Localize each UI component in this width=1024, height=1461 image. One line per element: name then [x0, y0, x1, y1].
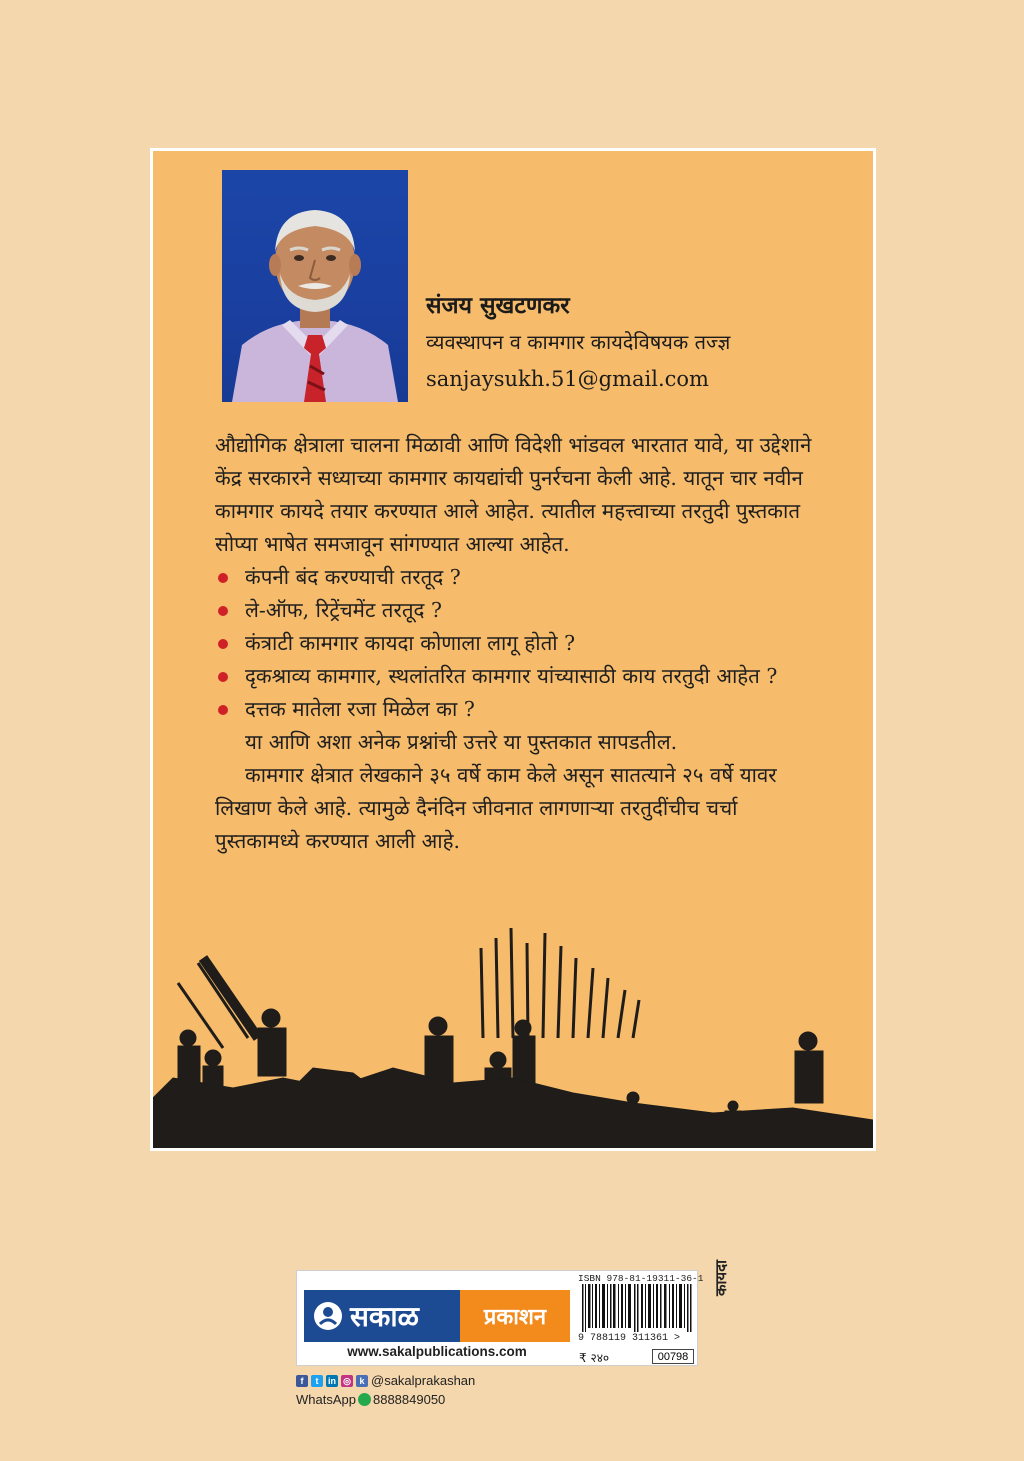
question-item: कंपनी बंद करण्याची तरतूद ? [215, 561, 825, 594]
author-photo [222, 170, 408, 402]
publisher-logo-left: सकाळ [350, 1300, 419, 1333]
author-email: sanjaysukh.51@gmail.com [426, 367, 709, 391]
twitter-icon[interactable]: t [311, 1375, 323, 1387]
blurb [215, 429, 825, 858]
publisher-logo-right: प्रकाशन [460, 1290, 570, 1342]
question-item: दत्तक मातेला रजा मिळेल का ? [215, 693, 825, 726]
blurb-para-3: कामगार क्षेत्रात लेखकाने ३५ वर्षे काम केले असून सातत्याने २५ वर्षे यावर लिखाण केले आहे. त्यामुळे दैनंदिन जीवनात लागणाऱ्या तरतुदींचीच चर्चा पुस्तकामध्ये करण्यात आली आहे. [215, 763, 777, 853]
question-item: ले-ऑफ, रिट्रेंचमेंट तरतूद ? [215, 594, 825, 627]
publisher-logo [304, 1290, 460, 1342]
author-name: संजय सुखटणकर [426, 292, 570, 319]
publisher-website[interactable]: www.sakalpublications.com [347, 1344, 527, 1359]
barcode-image [578, 1284, 698, 1332]
book-category: कायदा [712, 1260, 730, 1296]
whatsapp-contact [296, 1392, 445, 1407]
bullet-icon [218, 573, 228, 583]
instagram-icon[interactable]: ◎ [341, 1375, 353, 1387]
question-item: दृकश्राव्य कामगार, स्थलांतरित कामगार यांच्यासाठी काय तरतुदी आहेत ? [215, 660, 825, 693]
linkedin-icon[interactable]: in [328, 1375, 336, 1386]
construction-workers-silhouette [153, 888, 873, 1148]
book-code: 00798 [652, 1349, 694, 1364]
whatsapp-label: WhatsApp [296, 1392, 356, 1407]
koo-icon[interactable]: k [356, 1375, 368, 1387]
barcode-number: 9 788119 311361 > [578, 1333, 681, 1344]
whatsapp-icon[interactable] [358, 1393, 371, 1406]
blurb-para-2: या आणि अशा अनेक प्रश्नांची उत्तरे या पुस्तकात सापडतील. [245, 730, 678, 754]
bullet-icon [218, 639, 228, 649]
blurb-intro: औद्योगिक क्षेत्राला चालना मिळावी आणि विदेशी भांडवल भारतात यावे, या उद्देशाने केंद्र सरकारने सध्याच्या कामगार कायद्यांची पुनर्रचना केली आहे. यातून चार नवीन कामगार कायदे तयार करण्यात आले आहेत. त्यातील महत्त्वाच्या तरतुदी पुस्तकात सोप्या भाषेत समजावून सांगण्यात आल्या आहेत. [215, 433, 812, 556]
facebook-icon[interactable]: f [296, 1375, 308, 1387]
bullet-icon [218, 672, 228, 682]
author-role: व्यवस्थापन व कामगार कायदेविषयक तज्ज्ञ [426, 330, 731, 354]
question-list [215, 561, 825, 726]
social-links [296, 1373, 475, 1388]
publisher-block [296, 1270, 704, 1366]
sakal-emblem-icon [312, 1300, 344, 1332]
isbn: ISBN 978-81-19311-36-1 [578, 1273, 704, 1284]
bullet-icon [218, 606, 228, 616]
social-handle: @sakalprakashan [371, 1373, 476, 1388]
price: ₹ २४० [579, 1351, 610, 1365]
back-cover-panel [150, 148, 876, 1151]
question-item: कंत्राटी कामगार कायदा कोणाला लागू होतो ? [215, 627, 825, 660]
bullet-icon [218, 705, 228, 715]
whatsapp-number: 8888849050 [372, 1392, 446, 1407]
author-portrait-image [222, 170, 408, 402]
